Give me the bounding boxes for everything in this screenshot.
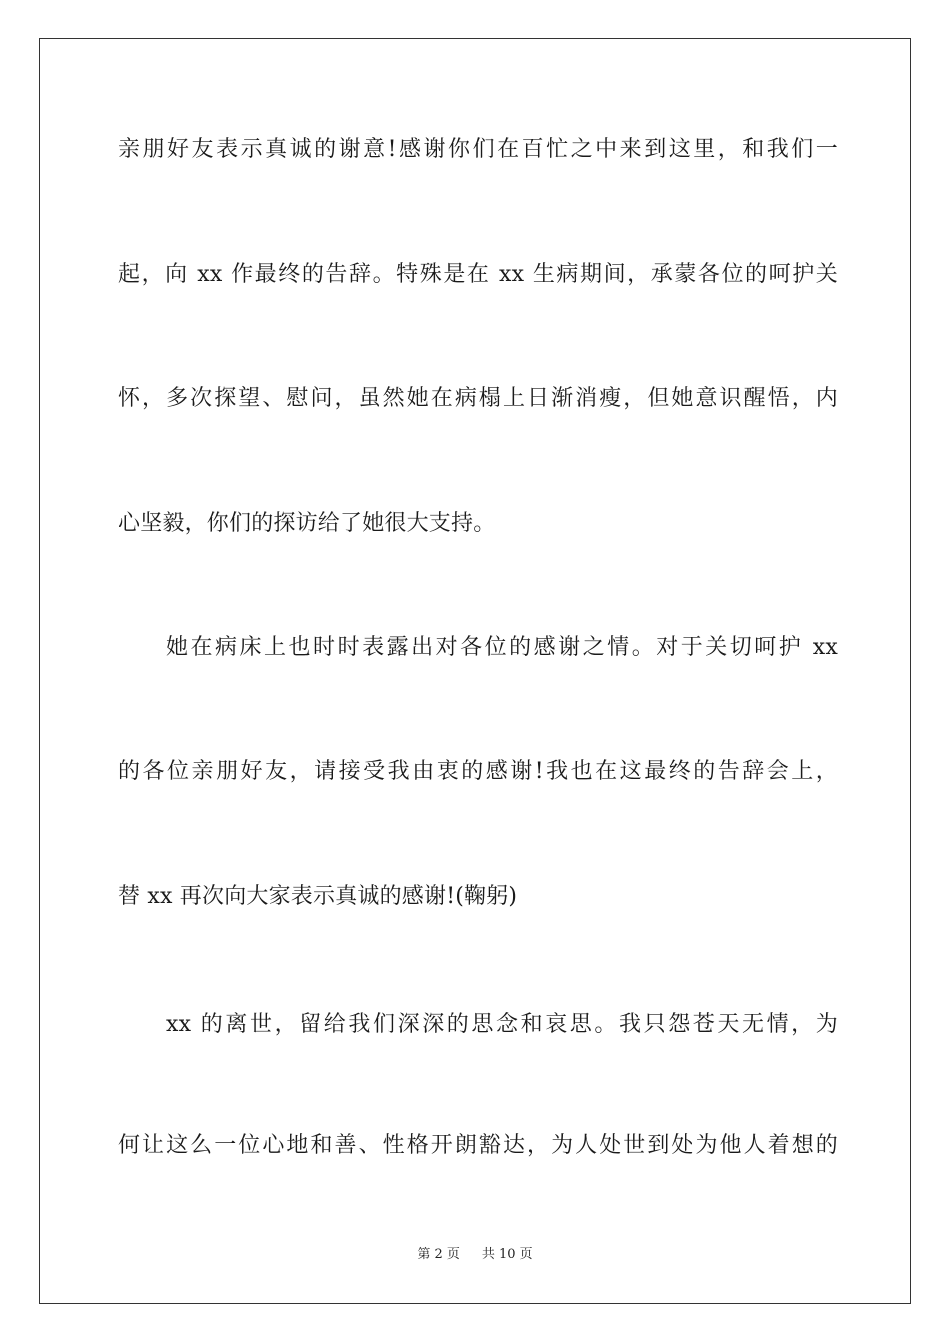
page-total: 共 10 页 [481, 1247, 533, 1262]
page-border [39, 38, 911, 1304]
body-line-5: 她在病床上也时时表露出对各位的感谢之情。对于关切呵护 xx [166, 635, 838, 660]
body-line-9: 何让这么一位心地和善、性格开朗豁达，为人处世到处为他人着想的 [118, 1133, 838, 1158]
body-line-2: 起，向 xx 作最终的告辞。特殊是在 xx 生病期间，承蒙各位的呵护关 [118, 262, 838, 287]
body-line-1: 亲朋好友表示真诚的谢意!感谢你们在百忙之中来到这里，和我们一 [118, 137, 838, 162]
body-line-4: 心坚毅，你们的探访给了她很大支持。 [118, 511, 496, 536]
page-footer [0, 1246, 950, 1264]
body-line-3: 怀，多次探望、慰问，虽然她在病榻上日渐消瘦，但她意识醒悟，内 [118, 386, 838, 411]
page-number: 第 2 页 [417, 1247, 460, 1262]
body-line-8: xx 的离世，留给我们深深的思念和哀思。我只怨苍天无情，为 [166, 1012, 838, 1037]
body-line-7: 替 xx 再次向大家表示真诚的感谢!(鞠躬) [118, 884, 518, 909]
body-line-6: 的各位亲朋好友，请接受我由衷的感谢!我也在这最终的告辞会上， [118, 759, 838, 784]
